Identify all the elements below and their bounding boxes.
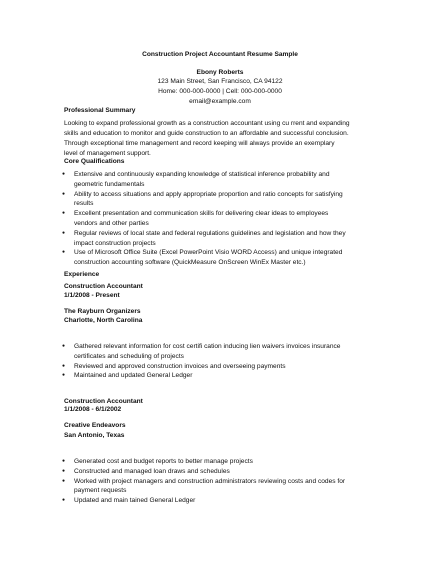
contact-email: email@example.com (189, 98, 251, 105)
list-item: ● Worked with project managers and construction administrators reviewing costs and codes for payment requests (62, 477, 345, 497)
list-item: ● Ability to access situations and apply appropriate proportion and ratio concepts for satisfying results (62, 190, 346, 210)
job-company: Creative Endeavors (64, 422, 126, 429)
job-location: San Antonio, Texas (64, 432, 125, 439)
contact-phones: Home: 000-000-0000 | Cell: 000-000-0000 (158, 88, 282, 95)
summary-heading: Professional Summary (64, 107, 136, 114)
job-bullets (62, 457, 345, 506)
contact-address: 123 Main Street, San Francisco, CA 94122 (157, 78, 283, 85)
summary-line: Through exceptional time management and record keeping will always provide an exemplary (64, 140, 335, 147)
list-item: ● Extensive and continuously expanding knowledge of statistical inference probability and geometric fundamentals (62, 170, 346, 190)
list-item: ● Excellent presentation and communication skills for delivering clear ideas to employees vendors and other parties (62, 209, 346, 229)
qualifications-list (62, 170, 346, 268)
contact-name: Ebony Roberts (196, 69, 244, 76)
list-item: ● Use of Microsoft Office Suite (Excel PowerPoint Visio WORD Access) and unique integrated construction accounting software (QuickMeasure OnScreen WinEx Master etc.) (62, 248, 346, 268)
document-title: Construction Project Accountant Resume Sample (142, 51, 298, 58)
summary-line: Looking to expand professional growth as a construction accountant using cu rrent and expanding (64, 120, 350, 127)
qualifications-heading: Core Qualifications (64, 158, 125, 165)
list-item: ● Maintained and updated General Ledger (62, 371, 340, 381)
summary-line: skills and education to monitor and guide construction to an affordable and successful conclusion. (64, 130, 349, 137)
job-location: Charlotte, North Carolina (64, 317, 143, 324)
experience-heading: Experience (64, 271, 100, 278)
list-item: ● Reviewed and approved construction invoices and overseeing payments (62, 362, 340, 372)
list-item: ● Generated cost and budget reports to better manage projects (62, 457, 345, 467)
list-item: ● Constructed and managed loan draws and schedules (62, 467, 345, 477)
job-bullets (62, 342, 340, 381)
summary-line: level of management support. (64, 150, 151, 157)
job-dates: 1/1/2008 - Present (64, 292, 120, 299)
list-item: ● Gathered relevant information for cost certifi cation inducing lien waivers invoices insurance certificates and scheduling of projects (62, 342, 340, 362)
job-title: Construction Accountant (64, 283, 143, 290)
list-item: ● Updated and main tained General Ledger (62, 496, 345, 506)
job-company: The Rayburn Organizers (64, 308, 141, 315)
job-dates: 1/1/2008 - 6/1/2002 (64, 406, 122, 413)
list-item: ● Regular reviews of local state and federal regulations guidelines and legislation and how they impact construction projects (62, 229, 346, 249)
job-title: Construction Accountant (64, 398, 143, 405)
